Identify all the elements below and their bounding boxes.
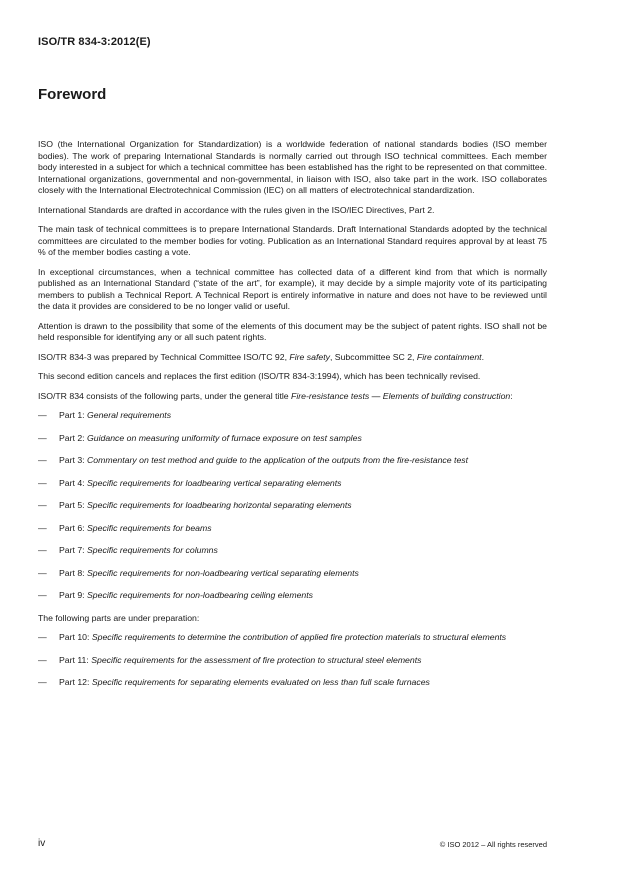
tc-title: Fire safety: [289, 351, 330, 362]
list-item: [38, 500, 547, 512]
page-number: iv: [38, 838, 46, 849]
dash: —: [38, 677, 47, 687]
paragraph: In exceptional circumstances, when a technical committee has collected data of a different kind from that which is normally published as an International Standard (“state of the art”, for example), it may decide by a simple majority vote of its participating members to publish a Technical Report. A Technical Report is entirely informative in nature and does not have to be reviewed until the data it provides are considered to be no longer valid or useful.: [38, 266, 547, 311]
dash: —: [38, 590, 47, 600]
paragraph: International Standards are drafted in accordance with the rules given in the ISO/IEC Directives, Part 2.: [38, 204, 435, 215]
part-label: Part 1:: [59, 410, 88, 420]
list-item: [38, 568, 547, 580]
part-label: Part 2:: [59, 432, 88, 443]
list-item: [38, 590, 547, 602]
part-title: Specific requirements for loadbearing vertical separating elements: [87, 477, 342, 488]
dash: —: [38, 455, 47, 465]
dash: —: [38, 500, 47, 510]
list-item: [38, 655, 547, 667]
list-item: [38, 545, 547, 557]
prepared-middle: , Subcommittee SC 2,: [329, 351, 417, 362]
part-title: Specific requirements for non-loadbearing vertical separating elements: [87, 567, 359, 578]
part-label: Part 12:: [59, 677, 92, 687]
part-label: Part 6:: [59, 522, 88, 533]
copyright-notice: © ISO 2012 – All rights reserved: [439, 840, 547, 849]
sc-title: Fire containment: [416, 351, 482, 362]
list-item: [38, 410, 547, 422]
dash: —: [38, 410, 47, 420]
dash: —: [38, 477, 47, 488]
part-label: Part 8:: [59, 567, 88, 578]
edition-note: This second edition cancels and replaces the first edition (ISO/TR 834-3:1994), which has been technically revised.: [38, 371, 481, 381]
paragraph: The main task of technical committees is to prepare International Standards. Draft International Standards adopted by the technical committees are circulated to the member bodies for voting. Publication as an International Standard requires approval by at least 75 % of the member bodies casting a vote.: [38, 224, 547, 257]
part-label: Part 5:: [59, 500, 88, 510]
dash: —: [38, 632, 47, 642]
parts-intro-suffix: :: [510, 390, 513, 401]
part-label: Part 9:: [59, 590, 88, 600]
part-label: Part 10:: [59, 632, 92, 642]
part-label: Part 4:: [59, 477, 88, 488]
paragraph: Attention is drawn to the possibility that some of the elements of this document may be the subject of patent rights. ISO shall not be held responsible for identifying any or all such patent rights.: [38, 320, 547, 342]
part-title: Guidance on measuring uniformity of furnace exposure on test samples: [87, 432, 362, 443]
part-title: Commentary on test method and guide to the application of the outputs from the fire-resistance test: [87, 455, 469, 465]
list-item: [38, 677, 547, 689]
list-item: [38, 523, 547, 535]
parts-intro: [38, 391, 547, 403]
dash: —: [38, 567, 47, 578]
dash: —: [38, 432, 47, 443]
foreword-body: [38, 139, 547, 700]
part-title: Specific requirements for non-loadbearing ceiling elements: [87, 590, 314, 600]
paragraph: ISO (the International Organization for Standardization) is a worldwide federation of national standards bodies (ISO member bodies). The work of preparing International Standards is normally carried out through ISO technical committees. Each member body interested in a subject for which a technical committee has been established has the right to be represented on that committee. International organizations, governmental and non-governmental, in liaison with ISO, also take part in the work. ISO collaborates closely with the International Electrotechnical Commission (IEC) on all matters of electrotechnical standardization.: [38, 139, 547, 195]
prepared-by-paragraph: [38, 352, 547, 364]
general-title: Fire-resistance tests — Elements of building construction: [291, 390, 511, 401]
prepared-suffix: .: [481, 351, 485, 362]
part-title: Specific requirements for separating elements evaluated on less than full scale furnaces: [91, 677, 430, 687]
part-title: Specific requirements for beams: [87, 522, 212, 533]
document-id: ISO/TR 834-3:2012(E): [38, 36, 151, 48]
part-title: General requirements: [87, 410, 172, 420]
list-item: [38, 433, 547, 445]
part-label: Part 3:: [59, 455, 88, 465]
part-title: Specific requirements for columns: [87, 545, 218, 555]
prepared-prefix: ISO/TR 834-3 was prepared by Technical Committee ISO/TC 92,: [38, 351, 290, 362]
parts-list: [38, 410, 547, 602]
parts-intro-prefix: ISO/TR 834 consists of the following parts, under the general title: [38, 390, 292, 401]
part-title: Specific requirements to determine the contribution of applied fire protection materials to structural elements: [91, 632, 507, 642]
dash: —: [38, 654, 47, 665]
dash: —: [38, 522, 47, 533]
preparation-list: [38, 632, 547, 689]
page-title: Foreword: [38, 86, 107, 103]
part-title: Specific requirements for the assessment of fire protection to structural steel elements: [91, 654, 422, 665]
part-title: Specific requirements for loadbearing horizontal separating elements: [87, 500, 352, 510]
list-item: [38, 632, 547, 644]
dash: —: [38, 545, 47, 555]
part-label: Part 7:: [59, 545, 88, 555]
list-item: [38, 455, 547, 467]
part-label: Part 11:: [59, 654, 92, 665]
preparation-intro: The following parts are under preparation:: [38, 612, 200, 623]
list-item: [38, 478, 547, 490]
